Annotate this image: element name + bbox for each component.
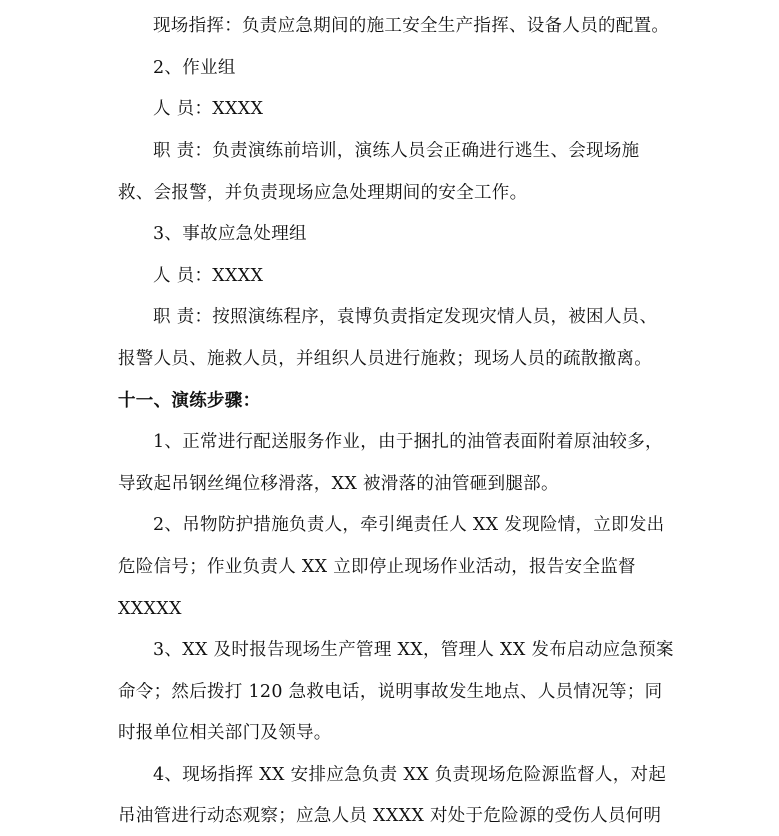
- text-line: 3、XX 及时报告现场生产管理 XX，管理人 XX 发布启动应急预案: [153, 640, 674, 660]
- text-line: 4、现场指挥 XX 安排应急负责 XX 负责现场危险源监督人，对起: [153, 765, 667, 785]
- text-line: 人 员：XXXX: [153, 266, 264, 286]
- text-line: 职 责：按照演练程序，袁博负责指定发现灾情人员，被困人员、: [153, 307, 658, 327]
- text-line: 2、吊物防护措施负责人，牵引绳责任人 XX 发现险情，立即发出: [153, 515, 665, 535]
- section-heading: 2、作业组: [153, 58, 236, 78]
- text-line: XXXXX: [118, 599, 182, 619]
- text-line: 职 责：负责演练前培训，演练人员会正确进行逃生、会现场施: [153, 141, 640, 161]
- text-line: 时报单位相关部门及领导。: [118, 723, 332, 743]
- text-line: 吊油管进行动态观察；应急人员 XXXX 对处于危险源的受伤人员何明: [118, 806, 662, 826]
- text-line: 报警人员、施救人员，并组织人员进行施救；现场人员的疏散撤离。: [118, 349, 652, 369]
- section-heading: 3、事故应急处理组: [153, 224, 307, 244]
- text-line: 救、会报警，并负责现场应急处理期间的安全工作。: [118, 183, 528, 203]
- text-line: 1、正常进行配送服务作业，由于捆扎的油管表面附着原油较多，: [153, 432, 663, 452]
- chapter-heading: 十一、演练步骤：: [118, 391, 261, 411]
- text-line: 危险信号；作业负责人 XX 立即停止现场作业活动，报告安全监督: [118, 557, 636, 577]
- text-line: 人 员：XXXX: [153, 99, 264, 119]
- text-line: 现场指挥：负责应急期间的施工安全生产指挥、设备人员的配置。: [153, 16, 670, 36]
- text-line: 导致起吊钢丝绳位移滑落，XX 被滑落的油管砸到腿部。: [118, 474, 559, 494]
- text-line: 命令；然后拨打 120 急救电话，说明事故发生地点、人员情况等；同: [118, 682, 663, 702]
